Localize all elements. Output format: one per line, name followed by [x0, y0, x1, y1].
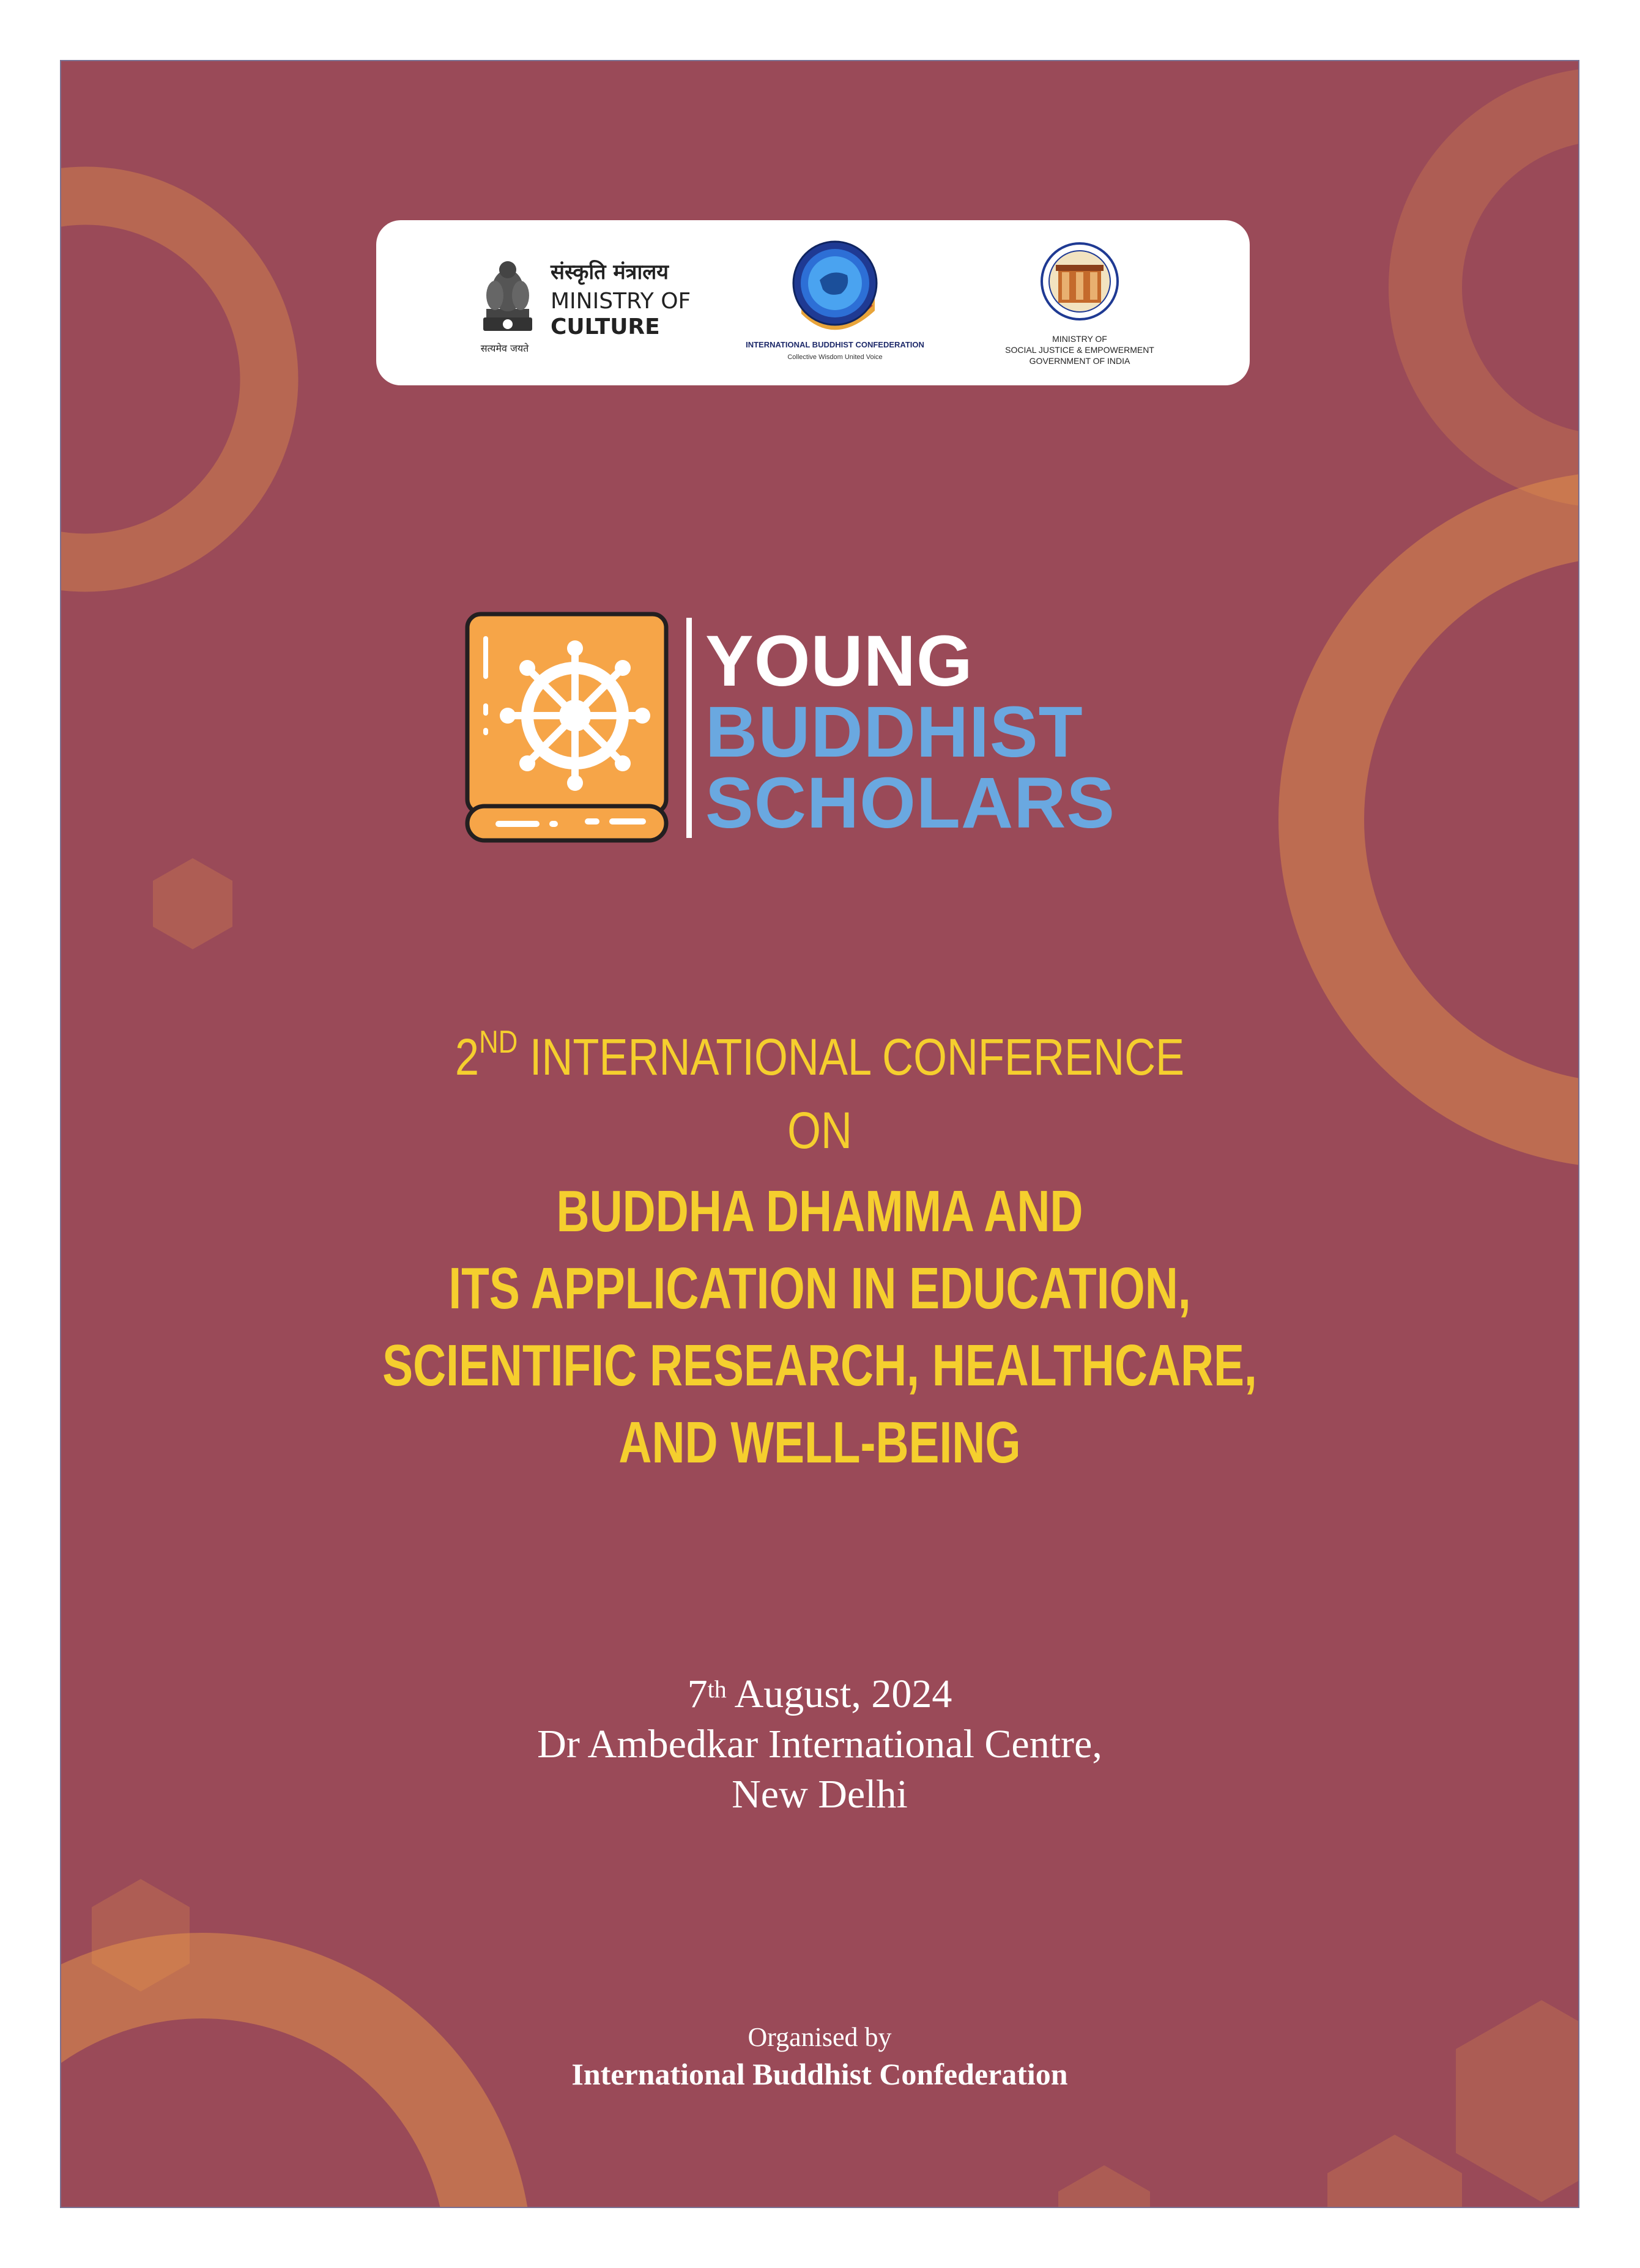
- conference-heading-text: INTERNATIONAL CONFERENCE: [518, 1028, 1185, 1086]
- event-date-rest: August, 2024: [726, 1672, 952, 1716]
- ibc-logo: [743, 220, 927, 385]
- program-name-scholars: SCHOLARS: [705, 763, 1116, 843]
- program-logo-divider: [686, 618, 692, 838]
- decor-ring-left: [61, 196, 269, 563]
- conference-heading-line1: [182, 1025, 1456, 1087]
- decor-ring-top-right: [1425, 104, 1578, 471]
- ibc-logo-tagline: Collective Wisdom United Voice: [787, 354, 883, 361]
- young-buddhist-scholars-logo: [465, 612, 1236, 844]
- program-name-buddhist: BUDDHIST: [705, 692, 1083, 773]
- conference-ordinal-number: 2: [455, 1028, 480, 1086]
- national-emblem-icon: [480, 248, 535, 339]
- event-date-day: 7: [687, 1672, 708, 1716]
- msje-line1: MINISTRY OF: [1052, 334, 1107, 344]
- msje-line3: GOVERNMENT OF INDIA: [1029, 356, 1130, 366]
- ibc-logo-name: INTERNATIONAL BUDDHIST CONFEDERATION: [746, 340, 924, 349]
- globe-emblem-icon: [789, 237, 881, 335]
- decor-hexagon-small: [1058, 2165, 1150, 2207]
- conference-heading-line2: ON: [787, 1102, 852, 1159]
- culture-hindi-name: संस्कृति मंत्रालय: [551, 260, 669, 284]
- conference-title-line3: SCIENTIFIC RESEARCH, HEALTHCARE,: [382, 1333, 1257, 1398]
- event-city: New Delhi: [732, 1772, 908, 1817]
- event-venue: Dr Ambedkar International Centre,: [537, 1722, 1102, 1766]
- conference-title-line2: ITS APPLICATION IN EDUCATION,: [448, 1256, 1191, 1321]
- msje-line2: SOCIAL JUSTICE & EMPOWERMENT: [1005, 345, 1154, 355]
- conference-title-line1: BUDDHA DHAMMA AND: [556, 1179, 1083, 1244]
- organiser-label: Organised by: [748, 2022, 892, 2052]
- ministry-seal-icon: [1040, 242, 1119, 321]
- conference-ordinal-suffix: ND: [479, 1025, 518, 1060]
- ministry-of-culture-logo: [468, 220, 691, 385]
- organiser-name: International Buddhist Confederation: [571, 2057, 1068, 2091]
- decor-hexagon-left: [153, 858, 232, 949]
- ministry-social-justice-logo: [988, 220, 1171, 385]
- dharma-wheel-book-icon: [465, 612, 670, 844]
- poster-cover: [61, 61, 1578, 2207]
- event-date-suffix: th: [707, 1675, 727, 1703]
- decor-hexagon-bottom: [1327, 2135, 1462, 2207]
- partner-logo-bar: [376, 220, 1250, 385]
- conference-title-line4: AND WELL-BEING: [618, 1410, 1021, 1475]
- culture-motto: सत्यमेव जयते: [480, 343, 529, 354]
- culture-name-line2: CULTURE: [551, 314, 660, 339]
- culture-name-line1: MINISTRY OF: [551, 289, 691, 314]
- program-name-young: YOUNG: [705, 621, 973, 702]
- event-date: [61, 1671, 1578, 1718]
